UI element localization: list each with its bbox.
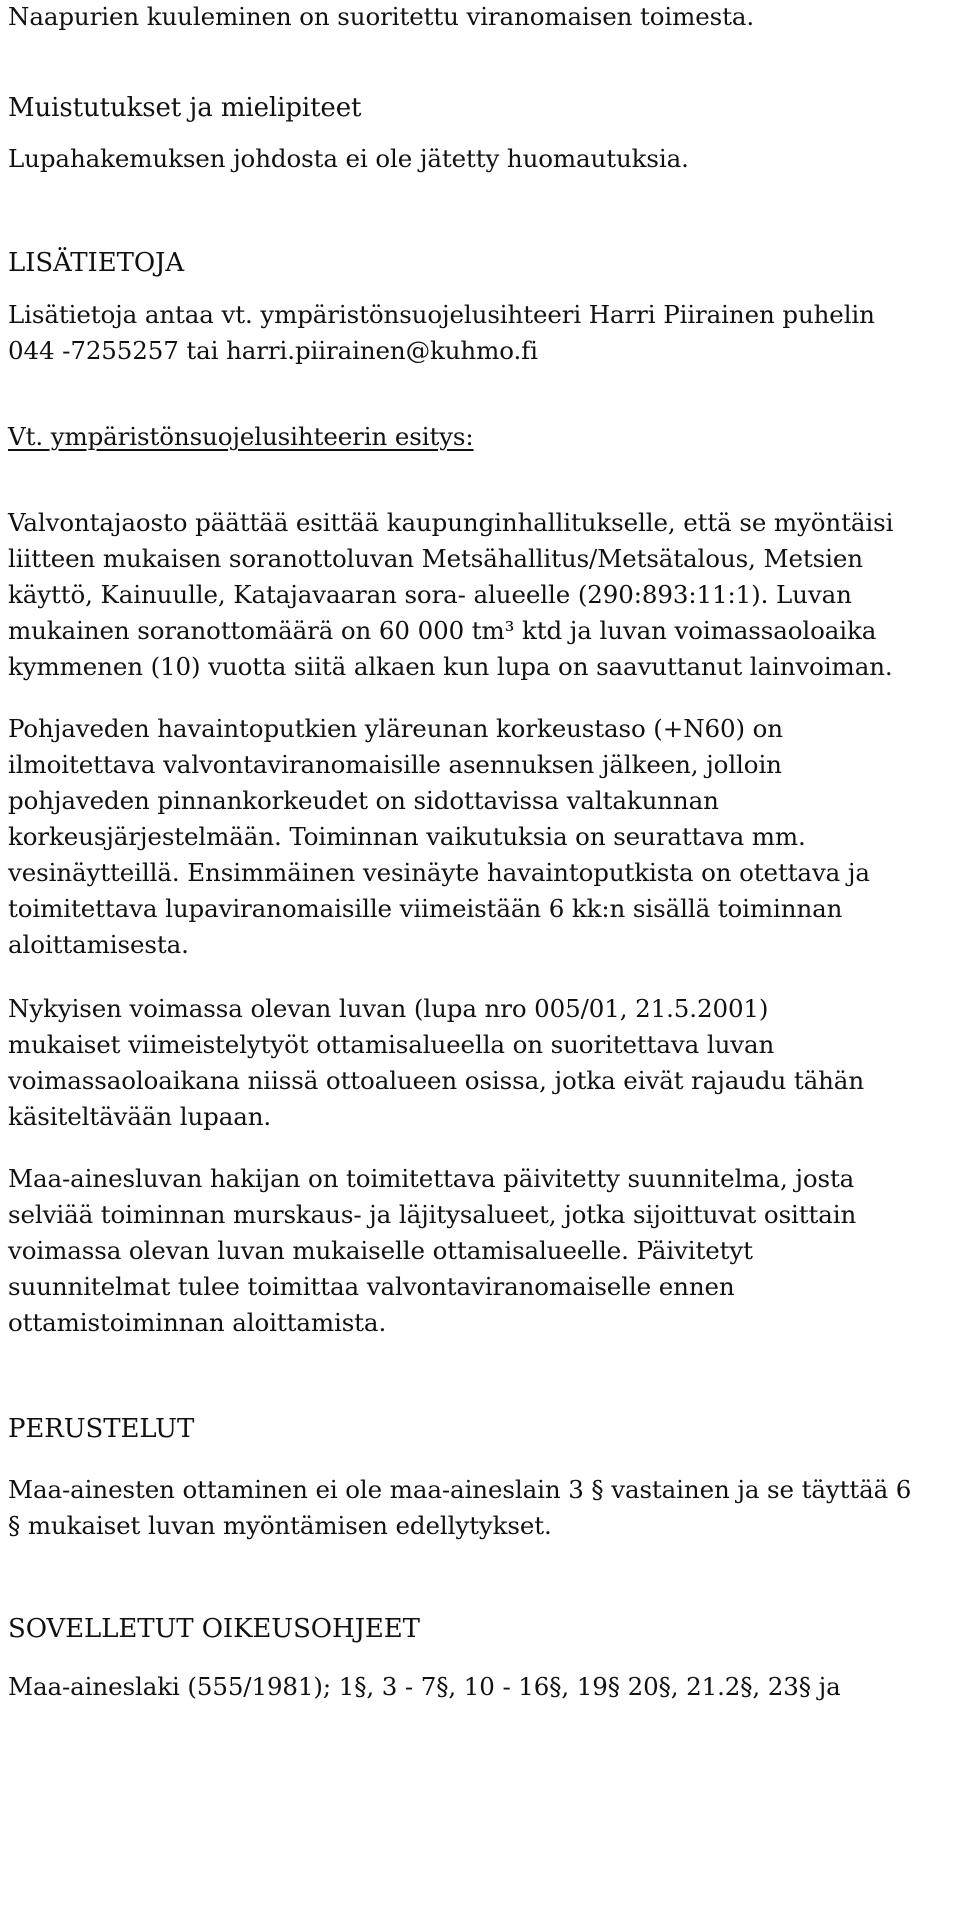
more-info-line-2: 044 -7255257 tai harri.piirainen@kuhmo.fi [8,336,538,365]
proposal-p4-line: voimassa olevan luvan mukaiselle ottamisalueelle. Päivitetyt [8,1236,753,1265]
proposal-p2-line: ilmoitettava valvontaviranomaisille asennuksen jälkeen, jolloin [8,750,782,779]
more-info-line-1: Lisätietoja antaa vt. ympäristönsuojelusihteeri Harri Piirainen puhelin [8,300,875,329]
proposal-p2-line: vesinäytteillä. Ensimmäinen vesinäyte havaintoputkista on otettava ja [8,858,870,887]
grounds-line-1: Maa-ainesten ottaminen ei ole maa-aineslain 3 § vastainen ja se täyttää 6 [8,1475,912,1504]
proposal-p2-line: korkeusjärjestelmään. Toiminnan vaikutuksia on seurattava mm. [8,822,806,851]
proposal-p2-line: toimitettava lupaviranomaisille viimeistään 6 kk:n sisällä toiminnan [8,894,843,923]
proposal-p4-line: selviää toiminnan murskaus- ja läjitysalueet, jotka sijoittuvat osittain [8,1200,857,1229]
proposal-p4-line: Maa-ainesluvan hakijan on toimitettava päivitetty suunnitelma, josta [8,1164,855,1193]
proposal-p1-line: kymmenen (10) vuotta siitä alkaen kun lupa on saavuttanut lainvoiman. [8,652,893,681]
remarks-heading: Muistutukset ja mielipiteet [8,93,362,123]
proposal-p1-line: käyttö, Kainuulle, Katajavaaran sora- alueelle (290:893:11:1). Luvan [8,580,852,609]
proposal-p3-line: mukaiset viimeistelytyöt ottamisalueella on suoritettava luvan [8,1030,775,1059]
grounds-heading: PERUSTELUT [8,1414,195,1444]
proposal-p4-line: ottamistoiminnan aloittamista. [8,1308,387,1337]
remarks-text: Lupahakemuksen johdosta ei ole jätetty huomautuksia. [8,144,689,173]
proposal-p3-line: Nykyisen voimassa olevan luvan (lupa nro 005/01, 21.5.2001) [8,994,769,1023]
legal-line-1: Maa-aineslaki (555/1981); 1§, 3 - 7§, 10 - 16§, 19§ 20§, 21.2§, 23§ ja [8,1672,841,1701]
intro-text: Naapurien kuuleminen on suoritettu viranomaisen toimesta. [8,2,755,31]
proposal-p4-line: suunnitelmat tulee toimittaa valvontaviranomaiselle ennen [8,1272,735,1301]
proposal-p3-line: käsiteltävään lupaan. [8,1102,272,1131]
proposal-heading: Vt. ympäristönsuojelusihteerin esitys: [8,422,474,451]
more-info-heading: LISÄTIETOJA [8,248,185,278]
proposal-p3-line: voimassaoloaikana niissä ottoalueen osissa, jotka eivät rajaudu tähän [8,1066,864,1095]
proposal-p1-line: mukainen soranottomäärä on 60 000 tm³ ktd ja luvan voimassaoloaika [8,616,877,645]
proposal-p1-line: Valvontajaosto päättää esittää kaupunginhallitukselle, että se myöntäisi [8,508,894,537]
grounds-line-2: § mukaiset luvan myöntämisen edellytykset. [8,1511,552,1540]
proposal-p1-line: liitteen mukaisen soranottoluvan Metsähallitus/Metsätalous, Metsien [8,544,863,573]
legal-heading: SOVELLETUT OIKEUSOHJEET [8,1614,420,1644]
proposal-p2-line: pohjaveden pinnankorkeudet on sidottavissa valtakunnan [8,786,719,815]
proposal-p2-line: aloittamisesta. [8,930,189,959]
proposal-p2-line: Pohjaveden havaintoputkien yläreunan korkeustaso (+N60) on [8,714,783,743]
